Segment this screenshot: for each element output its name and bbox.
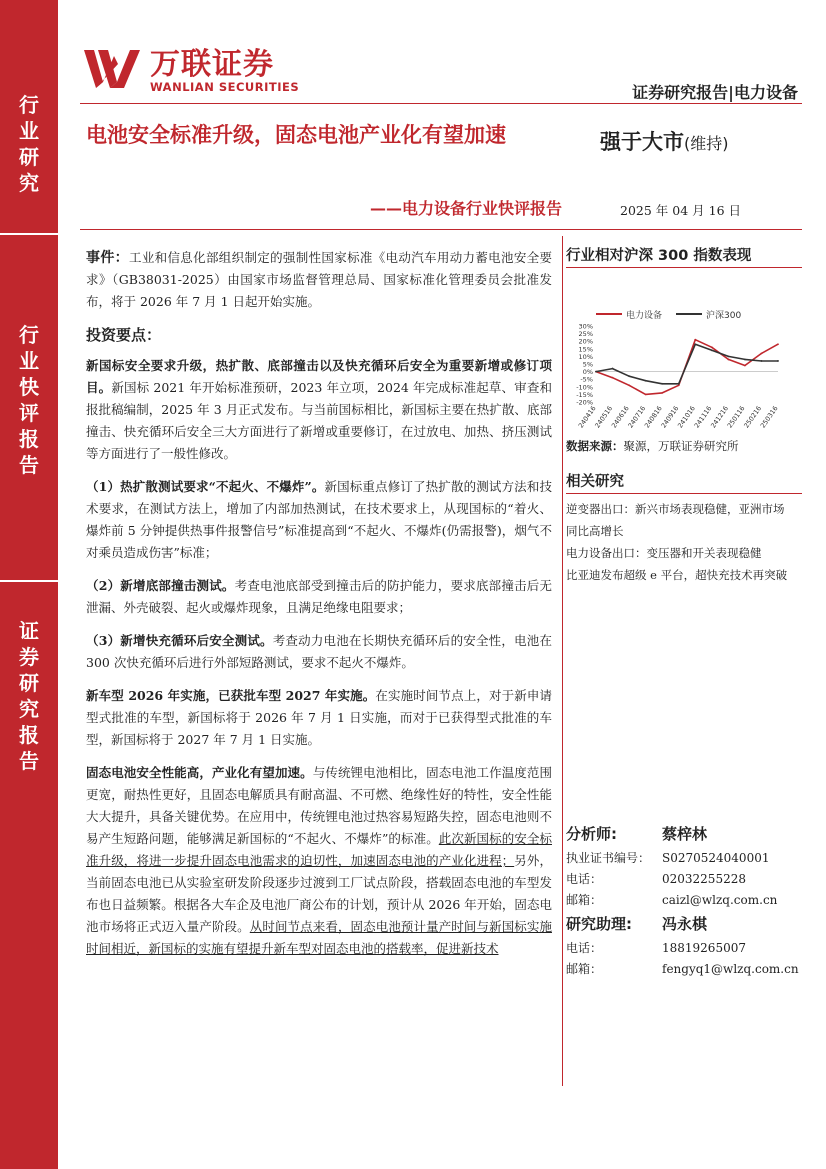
data-point <box>628 384 630 386</box>
industry-rating <box>600 126 729 156</box>
analyst-label: 分析师: <box>566 825 617 843</box>
x-tick-label: 240916 <box>659 404 681 430</box>
data-point <box>744 359 746 361</box>
point-text: 新国标重点修订了热扩散的测试方法和技术要求，在测试方法上，增加了内部加热测试，在技术要求上，从现国标的“着火、爆炸前 5 分钟提供热事件报警信号”标准提高到“不起火、不爆炸(仍需报警)，烟气不对乘员造成伤害”标准； <box>86 479 552 560</box>
point-paragraph <box>86 476 552 564</box>
legend-label: 电力设备 <box>626 311 663 321</box>
data-point <box>595 371 597 373</box>
related-heading: 相关研究 <box>566 474 624 490</box>
data-point <box>612 377 614 379</box>
point-paragraph <box>86 685 552 751</box>
point-text: 在实施时间节点上，对于新申请型式批准的车型，新国标将于 2026 年 7 月 1 日实施，而对于已获得型式批准的车型，新国标将于 2027 年 7 月 1 日实施。 <box>86 688 552 747</box>
tel-row <box>566 869 802 890</box>
legend-label: 沪深300 <box>706 311 742 321</box>
point-text: 考查动力电池在长期快充循环后的安全性，电池在 300 次快充循环后进行外部短路测试，要求不起火不爆炸。 <box>86 633 552 670</box>
data-point <box>612 368 614 370</box>
related-research <box>566 470 802 586</box>
y-tick-label: 0% <box>582 368 593 377</box>
data-point <box>761 352 763 354</box>
logo-text-cn: 万联证券 <box>150 47 274 82</box>
event-paragraph <box>86 247 552 313</box>
sidebar-label-quick-review: 行 业 快 评 报 告 <box>19 323 39 477</box>
point-text: 另外，当前固态电池已从实验室研发阶段逐步过渡到工厂试点阶段，搭载固态电池的车型发布也日益频繁。根据各大车企及电池厂商公布的计划，预计从 2026 年开始，固态电池市场将正式迈入量产阶段。 <box>86 853 552 934</box>
data-point <box>645 380 647 382</box>
x-tick-label: 240616 <box>609 404 631 430</box>
report-date: 2025 年 04 月 16 日 <box>620 203 741 218</box>
column-divider <box>562 236 563 1086</box>
event-text: 工业和信息化部组织制定的强制性国家标准《电动汽车用动力蓄电池安全要求》（GB38031-2025）由国家市场监督管理总局、国家标准化管理委员会批准发布，将于 2026 年 7 月 1 日起开始实施。 <box>86 250 552 309</box>
data-point <box>727 359 729 361</box>
series-line <box>596 340 778 395</box>
report-subtitle: ——电力设备行业快评报告 <box>369 199 562 218</box>
data-point <box>744 365 746 367</box>
chart-svg <box>566 272 802 432</box>
point-text: 新国标 2021 年开始标准预研，2023 年立项，2024 年完成标准起草、审查和报批稿编制，2025 年 3 月正式发布。与当前国标相比，新国标主要在热扩散、底部撞击、快充循环后安全三大方面进行了新增或重要修订，在过放电、加热、挤压测试等方面进行了一般性修改。 <box>86 380 552 461</box>
sidebar-label-securities-report: 证 券 研 究 报 告 <box>19 619 39 773</box>
assistant-row <box>566 913 802 934</box>
data-point <box>777 360 779 362</box>
related-item[interactable]: 同比高增长 <box>566 524 624 538</box>
section-rule <box>566 493 802 494</box>
x-tick-label: 240416 <box>576 404 598 430</box>
point-heading: 新国标安全要求升级，热扩散、底部撞击以及快充循环后安全为重要新增或修订项目。 <box>86 358 552 395</box>
data-point <box>661 383 663 385</box>
company-logo <box>84 48 314 100</box>
source-text: 聚源，万联证券研究所 <box>623 439 739 453</box>
data-point <box>678 383 680 385</box>
x-tick-label: 240816 <box>643 404 664 430</box>
points-heading: 投资要点： <box>86 326 162 344</box>
data-point <box>711 346 713 348</box>
sidebar-divider <box>0 580 58 582</box>
related-list <box>566 498 802 586</box>
point-paragraph <box>86 630 552 674</box>
y-tick-label: 25% <box>578 330 593 339</box>
tel-row <box>566 938 802 959</box>
assistant-label: 研究助理: <box>566 915 632 933</box>
cert-value: S0270524040001 <box>662 851 770 865</box>
related-item[interactable]: 逆变器出口：新兴市场表现稳健，亚洲市场 <box>566 502 785 516</box>
y-tick-label: -15% <box>576 390 593 399</box>
point-text: 考查电池底部受到撞击后的防护能力，要求底部撞击后无泄漏、外壳破裂、起火或爆炸现象，且满足绝缘电阻要求； <box>86 578 552 615</box>
y-tick-label: -20% <box>576 398 593 407</box>
report-type: 证券研究报告|电力设备 <box>632 83 798 102</box>
source-label: 数据来源： <box>566 439 624 453</box>
y-tick-label: 30% <box>578 322 593 331</box>
performance-chart <box>566 272 802 432</box>
main-content <box>86 247 552 971</box>
analyst-name: 蔡梓林 <box>662 825 708 843</box>
data-point <box>645 394 647 396</box>
x-tick-label: 250216 <box>742 404 764 430</box>
logo-text-en: WANLIAN SECURITIES <box>150 80 300 94</box>
point-heading: （2）新增底部撞击测试。 <box>86 578 235 593</box>
y-tick-label: -10% <box>576 383 593 392</box>
cert-label: 执业证书编号： <box>566 851 651 865</box>
sidebar <box>0 0 58 1169</box>
data-point <box>761 360 763 362</box>
point-heading: （1）热扩散测试要求“不起火、不爆炸”。 <box>86 479 325 494</box>
section-rule <box>566 267 802 268</box>
title-rule <box>80 229 802 230</box>
wanlian-logo-icon <box>84 48 146 90</box>
header-rule <box>80 103 802 104</box>
mail-value[interactable]: fengyq1@wlzq.com.cn <box>662 962 799 976</box>
mail-row <box>566 890 802 911</box>
data-point <box>694 339 696 341</box>
data-source <box>566 438 802 454</box>
underlined-text: 此次新国标的安全标准升级，将进一步提升固态电池需求的迫切性，加速固态电池的产业化进程； <box>86 831 552 868</box>
series-line <box>596 344 778 384</box>
analyst-row <box>566 823 802 844</box>
cert-row <box>566 848 802 869</box>
tel-label: 电话： <box>566 941 603 955</box>
rating-main: 强于大市 <box>600 130 684 154</box>
chart-section <box>566 244 802 454</box>
mail-row <box>566 959 802 980</box>
x-tick-label: 241216 <box>709 404 731 430</box>
tel-value: 18819265007 <box>662 941 746 955</box>
point-heading: 固态电池安全性能高，产业化有望加速。 <box>86 765 313 780</box>
point-heading: 新车型 2026 年实施，已获批车型 2027 年实施。 <box>86 688 376 703</box>
data-point <box>777 343 779 345</box>
data-point <box>727 356 729 358</box>
data-point <box>661 392 663 394</box>
mail-label: 邮箱： <box>566 893 603 907</box>
report-title: 电池安全标准升级，固态电池产业化有望加速 <box>86 123 506 147</box>
x-tick-label: 241016 <box>676 404 697 430</box>
event-label: 事件： <box>86 250 129 266</box>
y-tick-label: 5% <box>582 360 593 369</box>
y-tick-label: 20% <box>578 337 593 346</box>
point-heading: （3）新增快充循环后安全测试。 <box>86 633 273 648</box>
related-item[interactable]: 电力设备出口：变压器和开关表现稳健 <box>566 546 762 560</box>
data-point <box>628 375 630 377</box>
mail-label: 邮箱： <box>566 962 603 976</box>
underlined-text: 从时间节点来看，固态电池预计量产时间与新国标实施时间相近，新国标的实施有望提升新车型对固态电池的搭载率，促进新技术 <box>86 919 552 956</box>
sidebar-divider <box>0 233 58 235</box>
point-paragraph <box>86 762 552 960</box>
rating-note: (维持) <box>684 134 729 153</box>
sidebar-label-industry-research: 行 业 研 究 <box>19 93 39 195</box>
x-tick-label: 240716 <box>626 404 648 430</box>
chart-heading: 行业相对沪深 300 指数表现 <box>566 248 752 264</box>
data-point <box>694 343 696 345</box>
point-text: 与传统锂电池相比，固态电池工作温度范围更宽，耐热性更好，且固态电解质具有耐高温、不可燃、绝缘性好的特性，安全性能大大提升，具备关键优势。在应用中，传统锂电池过热容易短路失控，固态电池则不易产生短路问题，能够满足新国标的“不起火、不爆炸”的标准。 <box>86 765 552 846</box>
point-paragraph <box>86 355 552 465</box>
y-tick-label: 15% <box>578 345 593 354</box>
tel-value: 02032255228 <box>662 872 746 886</box>
x-tick-label: 250116 <box>725 404 747 430</box>
assistant-name: 冯永棋 <box>662 915 708 933</box>
x-tick-label: 241116 <box>692 404 714 430</box>
mail-value[interactable]: caizl@wlzq.com.cn <box>662 893 778 907</box>
data-point <box>711 349 713 351</box>
x-tick-label: 250316 <box>758 404 780 430</box>
y-tick-label: -5% <box>580 375 593 384</box>
y-tick-label: 10% <box>578 352 593 361</box>
x-tick-label: 240516 <box>593 404 615 430</box>
tel-label: 电话： <box>566 872 603 886</box>
related-item[interactable]: 比亚迪发布超级 e 平台，超快充技术再突破 <box>566 568 788 582</box>
analyst-info <box>566 823 802 980</box>
point-paragraph <box>86 575 552 619</box>
